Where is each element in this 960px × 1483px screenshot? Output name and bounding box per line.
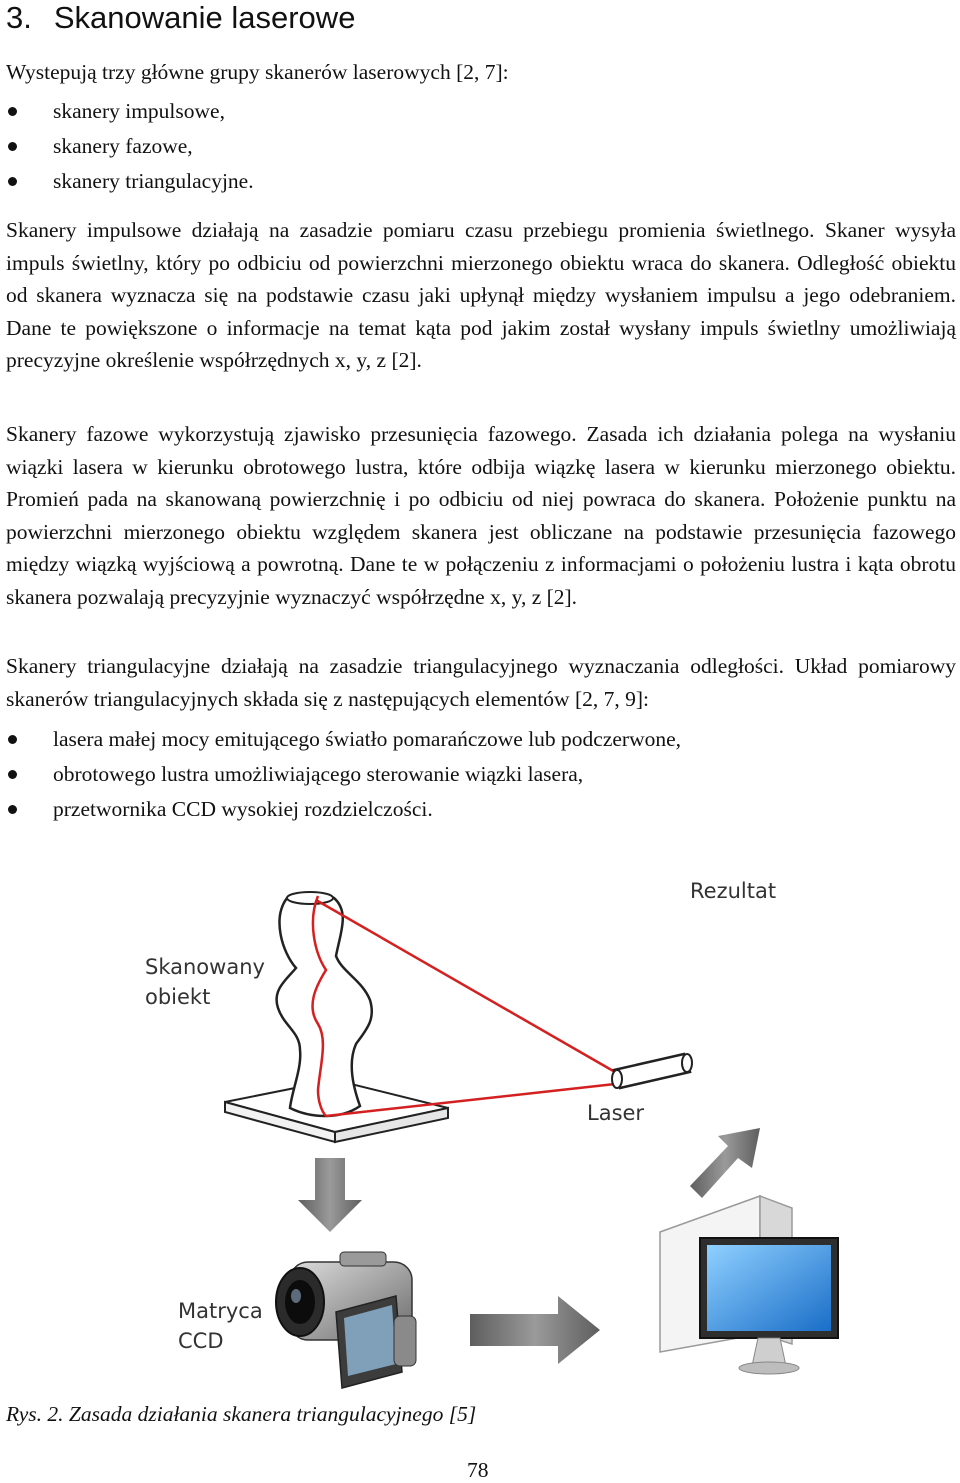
paragraph-triangulation-scanners: Skanery triangulacyjne działają na zasadzie triangulacyjnego wyznaczania odległości. Układ pomiarowy skanerów triangulacyjnych składa się z następujących elementów [2, 7, 9]: bbox=[6, 654, 956, 711]
section-number: 3. bbox=[6, 0, 32, 35]
page-number: 78 bbox=[467, 1458, 489, 1482]
bullet-icon bbox=[8, 177, 17, 186]
bullet-icon bbox=[8, 735, 17, 744]
list-item: skanery triangulacyjne. bbox=[0, 164, 254, 199]
list-item: przetwornika CCD wysokiej rozdzielczości. bbox=[0, 792, 681, 827]
laser-emitter bbox=[612, 1054, 692, 1088]
list-item: skanery fazowe, bbox=[0, 129, 254, 164]
triangulation-diagram bbox=[0, 840, 960, 1400]
label-scanned-object: Skanowany obiekt bbox=[145, 955, 265, 1009]
label-laser: Laser bbox=[587, 1101, 645, 1125]
list-item: skanery impulsowe, bbox=[0, 94, 254, 129]
bullet-icon bbox=[8, 805, 17, 814]
section-heading bbox=[6, 0, 355, 36]
scanned-object-vase bbox=[277, 892, 372, 1116]
section-title: Skanowanie laserowe bbox=[53, 0, 356, 35]
arrow-right-icon bbox=[470, 1296, 600, 1364]
camcorder-icon bbox=[276, 1252, 416, 1388]
paragraph-phase-scanners: Skanery fazowe wykorzystują zjawisko przesunięcia fazowego. Zasada ich działania polega na wysłaniu wiązki lasera w kierunku obrotowego lustra, które odbija wiązkę lasera w kierunku mierzonego obiektu. Promień pada na skanowaną powierzchnię i po odbiciu od niej powraca do skanera. Położenie punktu na powierzchni mierzonego obiektu względem skanera jest obliczane na podstawie przesunięcia fazowego między wiązką wyjściową a powrotną. Dane te w połączeniu z informacjami o położeniu lustra i kąta obrotu skanera pozwalają precyzyjnie wyznaczyć współrzędne x, y, z [2]. bbox=[6, 422, 956, 609]
paragraph-impulse-scanners: Skanery impulsowe działają na zasadzie pomiaru czasu przebiegu promienia świetlnego. Skaner wysyła impuls świetlny, który po odbiciu od powierzchni mierzonego obiektu wraca do skanera. Odległość obiektu od skanera wyznacza się na podstawie czasu jaki upłynął między wysłaniem impulsu a jego odebraniem. Dane te powiększone o informacje na temat kąta pod jakim został wysłany impuls świetlny umożliwiają precyzyjne określenie współrzędnych x, y, z [2]. bbox=[6, 218, 956, 372]
arrow-down-icon bbox=[298, 1158, 362, 1232]
bullet-icon bbox=[8, 770, 17, 779]
triangulation-elements-list bbox=[0, 722, 681, 827]
label-result: Rezultat bbox=[690, 879, 777, 903]
computer-monitor-icon bbox=[660, 1196, 838, 1374]
bullet-icon bbox=[8, 107, 17, 116]
list-item: lasera małej mocy emitującego światło pomarańczowe lub podczerwone, bbox=[0, 722, 681, 757]
label-ccd-matrix: Matryca CCD bbox=[178, 1299, 263, 1353]
list-item: obrotowego lustra umożliwiającego sterowanie wiązki lasera, bbox=[0, 757, 681, 792]
intro-text: Wystepują trzy główne grupy skanerów laserowych [2, 7]: bbox=[6, 60, 509, 84]
arrow-up-icon bbox=[690, 1128, 760, 1198]
scanner-types-list bbox=[0, 94, 254, 199]
figure-caption: Rys. 2. Zasada działania skanera triangulacyjnego [5] bbox=[6, 1402, 477, 1426]
diagram-graphic bbox=[0, 840, 960, 1400]
bullet-icon bbox=[8, 142, 17, 151]
